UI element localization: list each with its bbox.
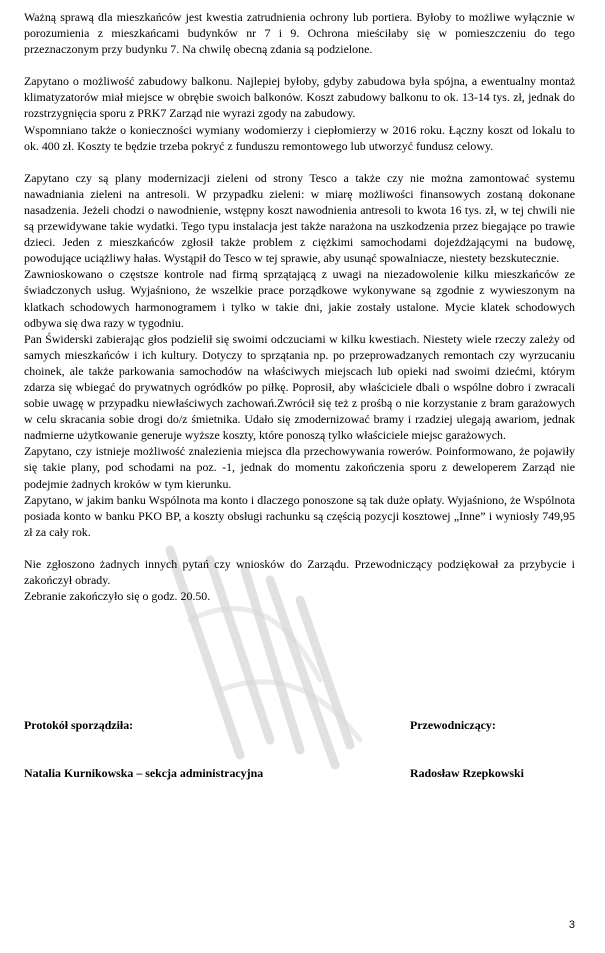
paragraph: Zapytano o możliwość zabudowy balkonu. Najlepiej byłoby, gdyby zabudowa była spójna, a ewentualny montaż klimatyzatorów miał miejsce w obrębie swoich balkonów. Koszt zabudowy balkonu to ok. 13-14 tys. zł, jednak do rozstrzygnięcia sporu z PRK7 Zarząd nie wyrazi zgody na zabudowy. xyxy=(24,74,575,121)
signature-left-label: Protokół sporządziła: xyxy=(24,718,134,732)
paragraph: Wspomniano także o konieczności wymiany wodomierzy i ciepłomierzy w 2016 roku. Łączny koszt od lokalu to ok. 400 zł. Koszty te będzie trzeba pokryć z funduszu remontowego lub utworzyć fundusz celowy. xyxy=(24,122,575,153)
paragraph: Ważną sprawą dla mieszkańców jest kwestia zatrudnienia ochrony lub portiera. Byłoby to możliwe wyłącznie w porozumienia z mieszkańcami budynków nr 7 i 9. Ochrona mieściłaby się w pomieszczeniu do tego przeznaczonym przy budynku 7. Na chwilę obecną zdania są podzielone. xyxy=(24,10,575,57)
paragraph: Zapytano, czy istnieje możliwość znalezienia miejsca dla przechowywania rowerów. Poinformowano, że pojawiły się takie plany, pod schodami na poz. -1, jednak do momentu zakończenia sporu z deweloperem Zarząd nie podejmie żadnych kroków w tym kierunku. xyxy=(24,444,575,491)
paragraph: Zawnioskowano o częstsze kontrole nad firmą sprzątającą z uwagi na niezadowolenie kilku mieszkańców ze świadczonych usług. Wyjaśniono, że wszelkie prace porządkowe wykonywane są zgodnie z wywieszonym na klatkach schodowych harmonogramem i tylko w takie dni, jakie zostały ustalone. Mycie klatek schodowych odbywa się dwa razy w tygodniu. xyxy=(24,267,575,330)
paragraph: Zapytano, w jakim banku Wspólnota ma konto i dlaczego ponoszone są tak duże opłaty. Wyjaśniono, że Wspólnota posiada konto w banku PKO BP, a koszty obsługi rachunku są częścią pozycji kosztowej „Inne” i wyniosły 749,95 zł za cały rok. xyxy=(24,492,575,539)
page-number: 3 xyxy=(568,919,575,931)
paragraph: Zapytano czy są plany modernizacji zieleni od strony Tesco a także czy nie można zamontować systemu nawadniania zieleni na antresoli. W przypadku zieleni: w miarę możliwości finansowych zostaną dokonane nasadzenia. Jeżeli chodzi o nawodnienie, wstępny koszt nawodnienia antresoli to kwota 16 tys. zł, w tej chwili nie są przewidywane takie wydatki. Tego typu instalacja jest także narażona na uszkodzenia przez biegające po trawie dzieci. Jeden z mieszkańców zgłosił także problem z ciężkimi samochodami dojeżdżającymi na budowę, powodujące uciążliwy hałas. Wystąpił do Tesco w tej sprawie, aby usunąć spowalniacze, niestety bezskutecznie. xyxy=(24,170,575,266)
protocol-body xyxy=(24,9,575,604)
paragraph: Pan Świderski zabierając głos podzielił się swoimi odczuciami w kilku kwestiach. Niestety wiele rzeczy zależy od samych mieszkańców i ich kultury. Dotyczy to sprzątania np. po przeprowadzanych remontach czy wyrzucaniu choinek, ale także parkowania samochodów na właściwych miejscach lub opieki nad swoimi dziećmi, którym zdarza się wbiegać do prywatnych ogródków po piłkę. Poprosił, aby właściciele dbali o wspólne dobro i zwracali sobie uwagę w przypadku niewłaściwych zachowań.Zwrócił się też z prośbą o nie korzystanie z bram garażowych w celu skracania sobie drogi do/z śmietnika. Udało się zmodernizować bramy i rzadziej ulegają awariom, jednak nadmierne użytkowanie generuje wyższe koszty, które ponoszą tylko właściciele miejsc garażowych. xyxy=(24,331,575,443)
signature-right-name: Radosław Rzepkowski xyxy=(410,766,524,780)
paragraph: Nie zgłoszono żadnych innych pytań czy wniosków do Zarządu. Przewodniczący podziękował za przybycie i zakończył obrady. xyxy=(24,556,575,587)
signature-left-name: Natalia Kurnikowska – sekcja administracyjna xyxy=(24,766,264,780)
signature-right-label: Przewodniczący: xyxy=(410,718,496,732)
paragraph: Zebranie zakończyło się o godz. 20.50. xyxy=(24,589,211,604)
